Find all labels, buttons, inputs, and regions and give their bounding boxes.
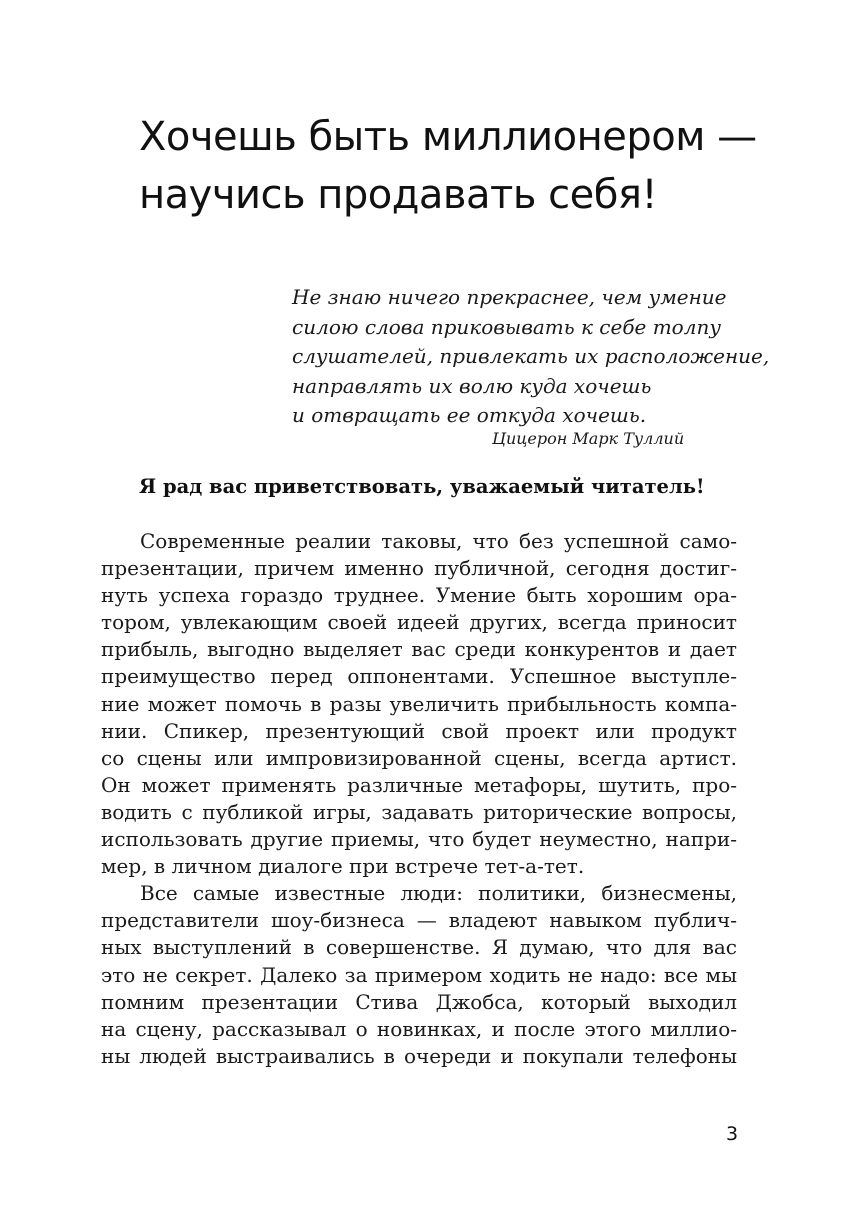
text-line: прибыль, выгодно выделяет вас среди конкурентов и дает	[101, 637, 737, 662]
paragraph	[101, 880, 737, 1070]
text-line: преимущество перед оппонентами. Успешное выступле-	[101, 664, 737, 689]
chapter-title-line: научись продавать себя!	[139, 172, 657, 218]
text-line: со сцены или импровизированной сцены, всегда артист.	[101, 745, 737, 770]
paragraph	[101, 528, 737, 880]
text-line: Все самые известные люди: политики, бизнесмены,	[140, 881, 737, 906]
epigraph-line: и отвращать ее откуда хочешь.	[292, 403, 647, 427]
epigraph-author: Цицерон Марк Туллий	[492, 429, 685, 448]
epigraph-line: Не знаю ничего прекраснее, чем умение	[292, 285, 727, 309]
text-line: водить с публикой игры, задавать риторические вопросы,	[101, 799, 737, 824]
text-line: помним презентации Стива Джобса, который выходил	[101, 989, 737, 1014]
text-line: представители шоу-бизнеса — владеют навыком публич-	[101, 908, 737, 933]
epigraph-quote	[292, 283, 770, 431]
epigraph	[292, 283, 770, 448]
text-line: презентации, причем именно публичной, сегодня достиг-	[101, 556, 737, 581]
text-line: это не секрет. Далеко за примером ходить не надо: все мы	[101, 962, 737, 987]
text-line: ных выступлений в совершенстве. Я думаю, что для вас	[101, 935, 737, 960]
text-line: на сцену, рассказывал о новинках, и после этого миллио-	[101, 1016, 737, 1041]
text-line: Он может применять различные метафоры, шутить, про-	[101, 772, 737, 797]
chapter-title-line: Хочешь быть миллионером —	[139, 114, 757, 160]
epigraph-line: силою слова приковывать к себе толпу	[292, 314, 721, 339]
text-line: мер, в личном диалоге при встрече тет-а-тет.	[101, 854, 585, 879]
text-line: ны людей выстраивались в очереди и покупали телефоны	[101, 1043, 737, 1068]
text-line: нии. Спикер, презентующий свой проект или продукт	[101, 718, 737, 743]
body-text	[101, 528, 737, 1070]
epigraph-line: слушателей, привлекать их расположение,	[292, 344, 770, 368]
chapter-title	[139, 108, 779, 224]
text-line: использовать другие приемы, что будет неуместно, напри-	[101, 827, 737, 852]
epigraph-line: направлять их волю куда хочешь	[292, 373, 652, 398]
page-number: 3	[726, 1123, 739, 1145]
text-line: ние может помочь в разы увеличить прибыльность компа-	[101, 691, 737, 716]
text-line: тором, увлекающим своей идеей других, всегда приносит	[101, 610, 737, 635]
text-line: нуть успеха гораздо труднее. Умение быть хорошим ора-	[101, 583, 737, 608]
text-line: Современные реалии таковы, что без успешной само-	[140, 529, 737, 553]
greeting-heading: Я рад вас приветствовать, уважаемый читатель!	[139, 475, 705, 498]
